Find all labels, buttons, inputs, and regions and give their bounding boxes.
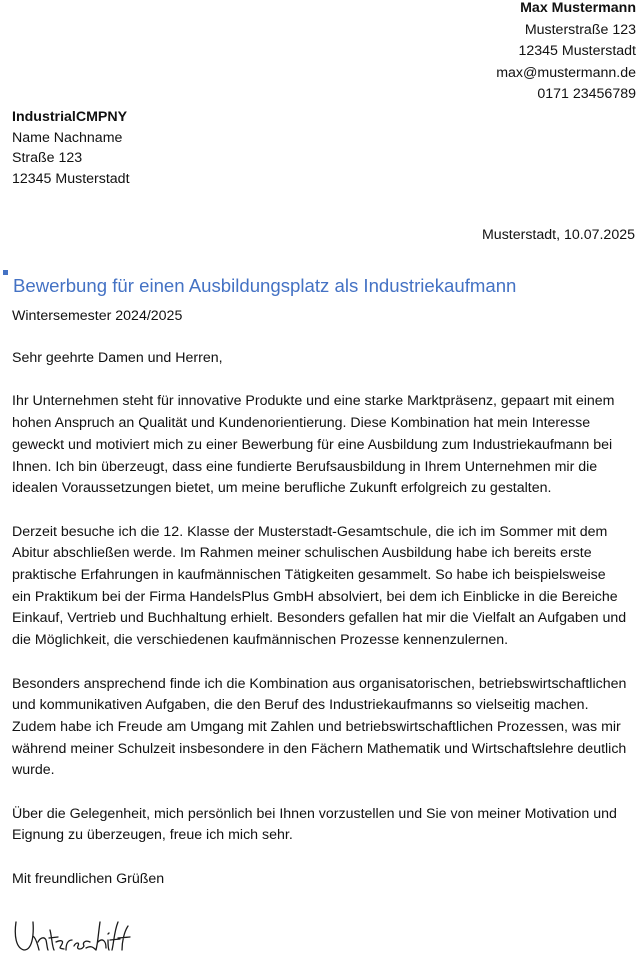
- sender-email: max@mustermann.de: [496, 64, 636, 81]
- signature: [12, 912, 132, 961]
- sender-street: Musterstraße 123: [524, 21, 636, 38]
- sender-city: 12345 Musterstadt: [518, 43, 636, 59]
- signature-icon: [12, 912, 132, 956]
- recipient-contact: Name Nachname: [12, 129, 123, 146]
- sender-name: Max Mustermann: [520, 0, 636, 16]
- sender-phone: 0171 23456789: [537, 86, 636, 102]
- recipient-company: IndustrialCMPNY: [12, 109, 128, 125]
- paragraph-3: Besonders ansprechend finde ich die Kombination aus organisatorischen, betriebswirtschaftlichen und kommunikativen Aufgaben, die den Beruf des Industriekaufmanns so vielseitig machen. Zudem habe ich Freude am Umgang mit Zahlen und betriebswirtschaftlichen Prozessen, was mir während meiner Schulzeit insbesondere in den Fächern Mathematik und Wirtschaftslehre deutlich wurde.: [12, 675, 627, 779]
- salutation: Sehr geehrte Damen und Herren,: [12, 350, 223, 366]
- recipient-city: 12345 Musterstadt: [12, 170, 130, 187]
- letter-subject: Bewerbung für einen Ausbildungsplatz als Industriekaufmann: [13, 275, 517, 296]
- paragraph-1: Ihr Unternehmen steht für innovative Produkte und eine starke Marktpräsenz, gepaart mit einem hohen Anspruch an Qualität und Kundenorientierung. Diese Kombination hat mein Interesse geweckt und motiviert mich zu einer Bewerbung für eine Ausbildung zum Industriekaufmann bei Ihnen. Ich bin überzeugt, dass eine fundierte Berufsausbildung in Ihrem Unternehmen mir die idealen Voraussetzungen bietet, um meine berufliche Zukunft erfolgreich zu gestalten.: [12, 393, 615, 497]
- sender-address: [496, 0, 636, 106]
- heading-marker-icon: [3, 270, 8, 275]
- closing: Mit freundlichen Grüßen: [12, 870, 165, 887]
- recipient-street: Straße 123: [12, 150, 83, 166]
- paragraph-4: Über die Gelegenheit, mich persönlich bei Ihnen vorzustellen und Sie von meiner Motivation und Eignung zu überzeugen, freue ich mich sehr.: [12, 805, 617, 844]
- letter-body: [12, 348, 628, 891]
- paragraph-2: Derzeit besuche ich die 12. Klasse der Musterstadt-Gesamtschule, die ich im Sommer mit dem Abitur abschließen werde. Im Rahmen meiner schulischen Ausbildung habe ich bereits erste praktische Erfahrungen in kaufmännischen Tätigkeiten gesammelt. So habe ich beispielsweise ein Praktikum bei der Firma HandelsPlus GmbH absolviert, bei dem ich Einblicke in die Bereiche Einkauf, Vertrieb und Buchhaltung erhielt. Besonders gefallen hat mir die Vielfalt an Aufgaben und die Möglichkeit, die verschiedenen kaufmännischen Prozesse kennenzulernen.: [12, 523, 627, 649]
- semester-line: Wintersemester 2024/2025: [12, 308, 183, 324]
- letter-date: Musterstadt, 10.07.2025: [481, 227, 635, 243]
- recipient-address: [12, 107, 130, 189]
